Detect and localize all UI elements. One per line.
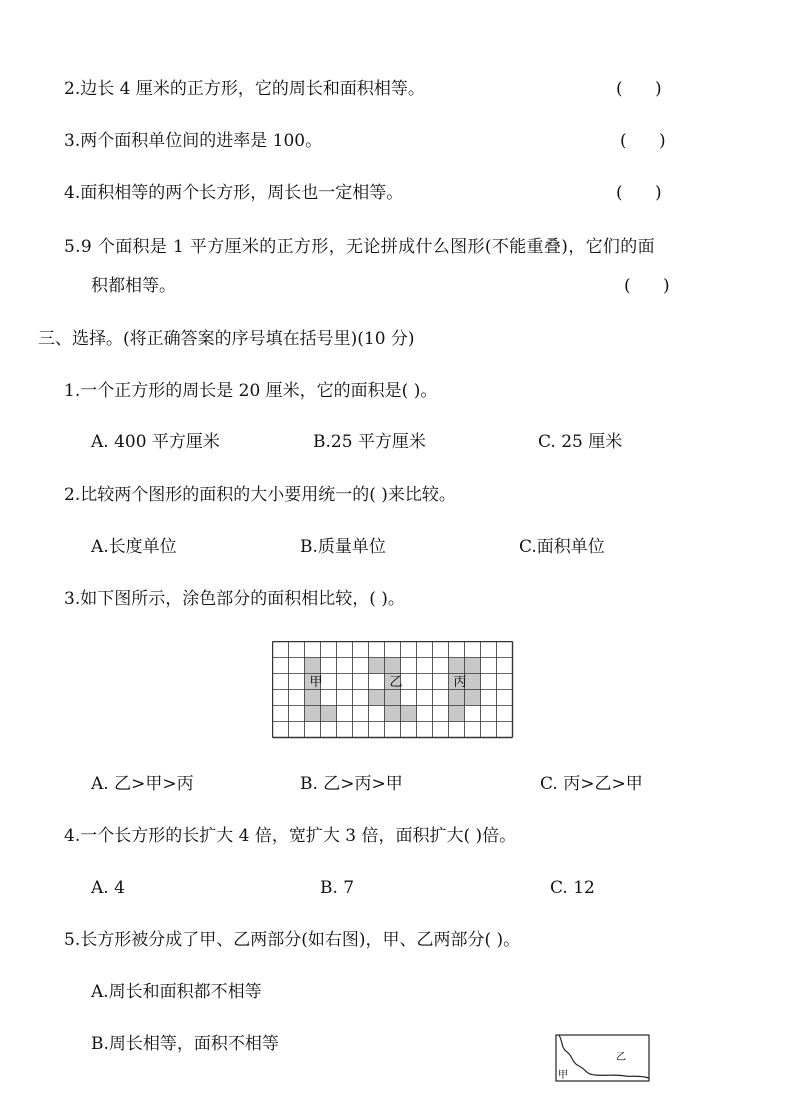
label-yi: 乙: [389, 675, 403, 690]
option-1c[interactable]: C. 25 厘米: [538, 432, 623, 452]
shaded-cell: [305, 690, 321, 706]
answer-blank-5[interactable]: ( ): [624, 276, 670, 296]
label-yi-5: 乙: [616, 1052, 626, 1063]
shaded-cell: [385, 658, 401, 674]
shaded-cell: [385, 690, 401, 706]
judge-question-5-line2: 积都相等。: [91, 276, 176, 296]
shaded-cell: [305, 658, 321, 674]
choice-question-3: 3.如下图所示，涂色部分的面积相比较，( )。: [64, 589, 405, 609]
shaded-cell: [465, 674, 481, 690]
answer-blank-3[interactable]: ( ): [620, 131, 666, 151]
judge-question-3: 3.两个面积单位间的进率是 100。: [64, 131, 323, 151]
option-4c[interactable]: C. 12: [550, 878, 595, 898]
option-3a[interactable]: A. 乙>甲>丙: [91, 774, 194, 794]
shaded-cell: [369, 690, 385, 706]
answer-blank-2[interactable]: ( ): [616, 79, 662, 99]
shaded-cell: [401, 706, 417, 722]
shaded-grid-figure: [272, 641, 520, 739]
option-3b[interactable]: B. 乙>丙>甲: [300, 774, 403, 794]
label-jia: 甲: [309, 675, 323, 690]
option-2c[interactable]: C.面积单位: [519, 537, 605, 557]
label-jia-5: 甲: [558, 1070, 568, 1081]
choice-question-5: 5.长方形被分成了甲、乙两部分(如右图)，甲、乙两部分( )。: [64, 930, 521, 950]
answer-blank-4[interactable]: ( ): [616, 183, 662, 203]
shaded-cell: [321, 706, 337, 722]
shaded-cell: [305, 706, 321, 722]
shaded-cell: [449, 706, 465, 722]
option-5b[interactable]: B.周长相等，面积不相等: [91, 1034, 279, 1054]
judge-question-5-line1: 5.9 个面积是 1 平方厘米的正方形，无论拼成什么图形(不能重叠)，它们的面: [64, 237, 655, 257]
option-1a[interactable]: A. 400 平方厘米: [91, 432, 220, 452]
choice-question-4: 4.一个长方形的长扩大 4 倍，宽扩大 3 倍，面积扩大( )倍。: [64, 826, 517, 846]
shaded-cell: [465, 690, 481, 706]
option-4b[interactable]: B. 7: [320, 878, 355, 898]
option-3c[interactable]: C. 丙>乙>甲: [540, 774, 643, 794]
judge-question-4: 4.面积相等的两个长方形，周长也一定相等。: [64, 183, 404, 203]
choice-question-2: 2.比较两个图形的面积的大小要用统一的( )来比较。: [64, 485, 456, 505]
option-1b[interactable]: B.25 平方厘米: [313, 432, 426, 452]
option-5a[interactable]: A.周长和面积都不相等: [91, 982, 262, 1002]
divided-rectangle-figure: [555, 1034, 651, 1088]
shaded-cell: [385, 706, 401, 722]
divided-rectangle-svg: [555, 1034, 651, 1084]
option-2b[interactable]: B.质量单位: [300, 537, 386, 557]
section-title: 三、选择。(将正确答案的序号填在括号里)(10 分): [38, 329, 415, 349]
shaded-cell: [369, 658, 385, 674]
option-4a[interactable]: A. 4: [91, 878, 125, 898]
choice-question-1: 1.一个正方形的周长是 20 厘米，它的面积是( )。: [64, 381, 438, 401]
shaded-cell: [449, 690, 465, 706]
shaded-cell: [449, 658, 465, 674]
grid-svg: [272, 641, 520, 739]
judge-question-2: 2.边长 4 厘米的正方形，它的周长和面积相等。: [64, 79, 425, 99]
label-bing: 丙: [453, 675, 467, 690]
option-2a[interactable]: A.长度单位: [91, 537, 177, 557]
shaded-cell: [465, 658, 481, 674]
